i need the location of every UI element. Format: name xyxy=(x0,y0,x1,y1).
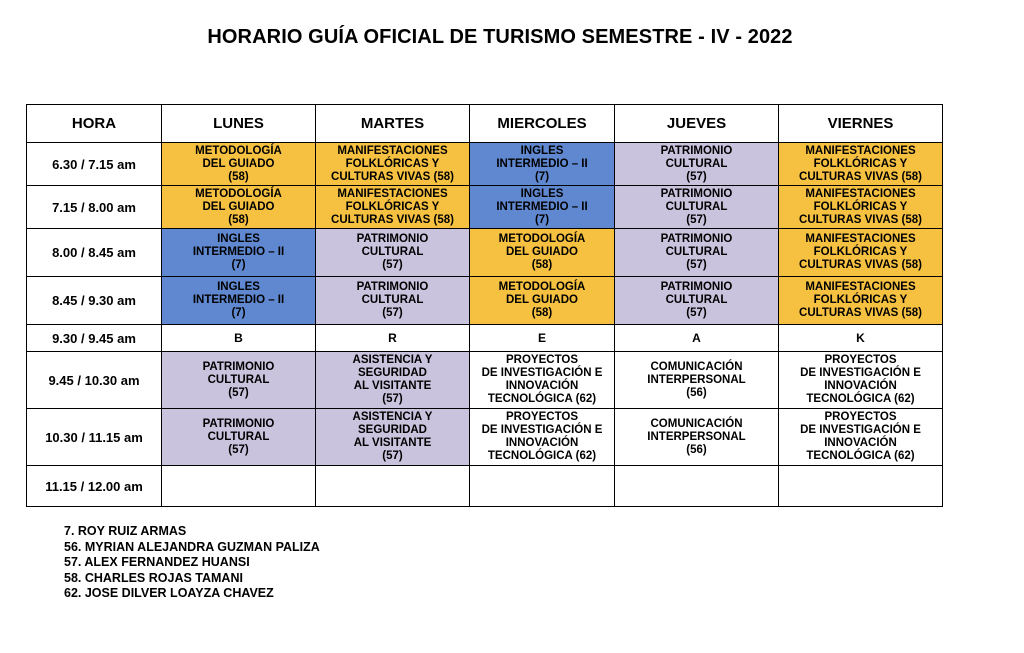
class-cell-line: COMUNICACIÓN xyxy=(650,360,743,373)
class-cell xyxy=(615,229,779,277)
class-cell-line: DEL GUIADO xyxy=(506,294,578,306)
class-cell-line: CULTURAL xyxy=(207,430,270,443)
class-cell-line: (57) xyxy=(382,307,403,319)
class-cell xyxy=(615,186,779,229)
header-lunes: LUNES xyxy=(162,105,316,143)
class-cell-line: MANIFESTACIONES xyxy=(805,144,916,157)
class-cell-line: CULTURAL xyxy=(665,157,728,170)
class-cell xyxy=(615,466,779,507)
class-cell-line: MANIFESTACIONES xyxy=(805,233,916,245)
class-cell-line: METODOLOGÍA xyxy=(195,187,282,200)
class-cell xyxy=(162,409,316,466)
class-cell-line: DEL GUIADO xyxy=(202,157,275,170)
class-cell-line: PATRIMONIO xyxy=(660,233,733,245)
table-row xyxy=(27,186,943,229)
class-cell-line: INNOVACIÓN xyxy=(824,380,897,392)
table-row xyxy=(27,277,943,325)
class-cell xyxy=(316,409,470,466)
class-cell xyxy=(162,325,316,352)
teacher-item: 57. ALEX FERNANDEZ HUANSI xyxy=(64,555,250,569)
class-cell xyxy=(779,352,943,409)
class-cell xyxy=(470,277,615,325)
class-cell-line: (57) xyxy=(686,170,707,183)
class-cell-line: DE INVESTIGACIÓN E xyxy=(800,424,921,436)
class-cell-line: INTERMEDIO – II xyxy=(192,294,285,306)
class-cell xyxy=(162,143,316,186)
class-cell-line: (57) xyxy=(686,213,707,226)
class-cell xyxy=(779,186,943,229)
header-martes: MARTES xyxy=(316,105,470,143)
class-cell-line: CULTURAL xyxy=(361,246,424,258)
class-cell-line: (7) xyxy=(534,213,550,226)
class-cell-line: (57) xyxy=(686,307,707,319)
class-cell-line: FOLKLÓRICAS Y xyxy=(345,200,440,213)
class-cell-line: R xyxy=(388,331,397,345)
class-cell-line: INTERPERSONAL xyxy=(647,373,746,386)
class-cell xyxy=(162,277,316,325)
class-cell-line: PROYECTOS xyxy=(506,354,578,366)
table-row xyxy=(27,229,943,277)
class-cell-line: B xyxy=(234,331,243,345)
hour-cell: 10.30 / 11.15 am xyxy=(27,409,162,466)
hour-cell: 9.45 / 10.30 am xyxy=(27,352,162,409)
header-row xyxy=(27,105,943,143)
class-cell-line: MANIFESTACIONES xyxy=(805,187,916,200)
class-cell xyxy=(316,466,470,507)
class-cell xyxy=(470,186,615,229)
class-cell-line: INTERPERSONAL xyxy=(647,430,746,443)
hour-cell: 6.30 / 7.15 am xyxy=(27,143,162,186)
class-cell-line: INNOVACIÓN xyxy=(505,380,579,392)
class-cell-line: CULTURAL xyxy=(665,246,728,258)
class-cell-line: PATRIMONIO xyxy=(660,187,733,200)
class-cell-line: TECNOLÓGICA (62) xyxy=(806,393,915,405)
table-row xyxy=(27,466,943,507)
class-cell-line: K xyxy=(856,331,865,345)
class-cell xyxy=(470,352,615,409)
class-cell-line: MANIFESTACIONES xyxy=(337,144,448,157)
teacher-item: 7. ROY RUIZ ARMAS xyxy=(64,524,187,538)
hour-cell: 7.15 / 8.00 am xyxy=(27,186,162,229)
class-cell-line: AL VISITANTE xyxy=(353,437,432,449)
class-cell-line: INNOVACIÓN xyxy=(824,437,897,449)
class-cell-line: INTERMEDIO – II xyxy=(496,200,588,213)
class-cell-line: INTERMEDIO – II xyxy=(496,157,588,170)
class-cell-line: COMUNICACIÓN xyxy=(650,417,743,430)
schedule-body xyxy=(27,143,943,507)
header-viernes: VIERNES xyxy=(779,105,943,143)
class-cell xyxy=(316,229,470,277)
class-cell xyxy=(779,229,943,277)
class-cell-line: CULTURAS VIVAS (58) xyxy=(799,213,922,226)
teacher-item: 56. MYRIAN ALEJANDRA GUZMAN PALIZA xyxy=(64,539,320,554)
class-cell xyxy=(316,325,470,352)
class-cell-line: INGLES xyxy=(217,233,260,245)
class-cell xyxy=(316,277,470,325)
class-cell-line: METODOLOGÍA xyxy=(498,233,586,245)
class-cell-line: DE INVESTIGACIÓN E xyxy=(481,367,603,379)
class-cell-line: PROYECTOS xyxy=(824,411,897,423)
class-cell-line: TECNOLÓGICA (62) xyxy=(487,450,597,462)
teacher-item: 58. CHARLES ROJAS TAMANI xyxy=(64,570,243,585)
class-cell-line: A xyxy=(692,331,701,345)
class-cell-line: METODOLOGÍA xyxy=(195,144,282,157)
class-cell-line: DEL GUIADO xyxy=(202,200,275,213)
class-cell-line: (58) xyxy=(531,259,553,271)
class-cell xyxy=(162,229,316,277)
class-cell-line: (7) xyxy=(231,307,246,319)
class-cell-line: FOLKLÓRICAS Y xyxy=(345,157,440,170)
class-cell-line: PATRIMONIO xyxy=(202,360,275,373)
teacher-item: 62. JOSE DILVER LOAYZA CHAVEZ xyxy=(64,586,274,600)
class-cell-line: (57) xyxy=(228,386,249,399)
class-cell-line: CULTURAS VIVAS (58) xyxy=(799,307,922,319)
class-cell-line: (58) xyxy=(228,170,249,183)
class-cell-line: DEL GUIADO xyxy=(506,246,578,258)
class-cell-line: PROYECTOS xyxy=(506,411,578,423)
class-cell-line: CULTURAL xyxy=(361,294,424,306)
teachers-legend xyxy=(64,524,320,602)
class-cell-line: FOLKLÓRICAS Y xyxy=(813,200,908,213)
class-cell-line: (7) xyxy=(534,170,550,183)
class-cell-line: (58) xyxy=(228,213,249,226)
class-cell-line: MANIFESTACIONES xyxy=(805,281,916,293)
class-cell xyxy=(162,352,316,409)
class-cell xyxy=(470,466,615,507)
class-cell xyxy=(779,466,943,507)
class-cell-line: INTERMEDIO – II xyxy=(192,246,285,258)
class-cell-line: (58) xyxy=(531,307,553,319)
class-cell-line: METODOLOGÍA xyxy=(498,281,586,293)
class-cell-line: CULTURAL xyxy=(207,373,270,386)
header-hora: HORA xyxy=(27,105,162,143)
hour-cell: 8.00 / 8.45 am xyxy=(27,229,162,277)
class-cell xyxy=(615,352,779,409)
class-cell xyxy=(779,325,943,352)
class-cell-line: PATRIMONIO xyxy=(660,281,733,293)
class-cell-line: PATRIMONIO xyxy=(356,281,429,293)
class-cell-line: INNOVACIÓN xyxy=(505,437,579,449)
class-cell xyxy=(316,352,470,409)
class-cell xyxy=(779,143,943,186)
class-cell xyxy=(779,409,943,466)
table-row xyxy=(27,352,943,409)
class-cell-line: ASISTENCIA Y xyxy=(352,411,433,423)
class-cell-line: MANIFESTACIONES xyxy=(337,187,448,200)
class-cell xyxy=(470,229,615,277)
class-cell-line: ASISTENCIA Y xyxy=(352,354,433,366)
schedule-table xyxy=(26,104,943,507)
class-cell-line: CULTURAS VIVAS (58) xyxy=(799,259,922,271)
class-cell-line: TECNOLÓGICA (62) xyxy=(487,393,597,405)
class-cell-line: (57) xyxy=(382,393,403,405)
class-cell xyxy=(470,325,615,352)
class-cell-line: CULTURAS VIVAS (58) xyxy=(799,170,922,183)
class-cell xyxy=(470,143,615,186)
class-cell-line: CULTURAS VIVAS (58) xyxy=(331,170,454,183)
class-cell-line: (57) xyxy=(686,259,707,271)
class-cell-line: PATRIMONIO xyxy=(660,144,733,157)
table-row xyxy=(27,409,943,466)
class-cell-line: PROYECTOS xyxy=(824,354,897,366)
class-cell xyxy=(615,409,779,466)
class-cell xyxy=(162,466,316,507)
class-cell xyxy=(162,186,316,229)
class-cell xyxy=(316,143,470,186)
table-row xyxy=(27,325,943,352)
class-cell-line: PATRIMONIO xyxy=(202,417,275,430)
hour-cell: 9.30 / 9.45 am xyxy=(27,325,162,352)
class-cell-line: (7) xyxy=(231,259,246,271)
header-jueves: JUEVES xyxy=(615,105,779,143)
table-row xyxy=(27,143,943,186)
hour-cell: 11.15 / 12.00 am xyxy=(27,466,162,507)
class-cell xyxy=(615,277,779,325)
page-title: HORARIO GUÍA OFICIAL DE TURISMO SEMESTRE - IV - 2022 xyxy=(207,26,793,48)
class-cell-line: INGLES xyxy=(520,144,564,157)
class-cell-line: (56) xyxy=(686,443,707,456)
class-cell-line: AL VISITANTE xyxy=(353,380,432,392)
class-cell-line: DE INVESTIGACIÓN E xyxy=(800,367,921,379)
class-cell-line: INGLES xyxy=(520,187,564,200)
class-cell-line: (57) xyxy=(382,259,403,271)
header-miercoles: MIERCOLES xyxy=(470,105,615,143)
class-cell-line: TECNOLÓGICA (62) xyxy=(806,450,915,462)
class-cell-line: E xyxy=(537,331,546,345)
class-cell xyxy=(470,409,615,466)
class-cell-line: INGLES xyxy=(217,281,260,293)
hour-cell: 8.45 / 9.30 am xyxy=(27,277,162,325)
class-cell xyxy=(316,186,470,229)
class-cell-line: FOLKLÓRICAS Y xyxy=(813,294,908,306)
class-cell-line: (57) xyxy=(382,450,403,462)
class-cell-line: CULTURAS VIVAS (58) xyxy=(331,213,454,226)
class-cell-line: (57) xyxy=(228,443,249,456)
class-cell xyxy=(615,325,779,352)
class-cell-line: PATRIMONIO xyxy=(356,233,429,245)
class-cell-line: CULTURAL xyxy=(665,200,728,213)
class-cell-line: CULTURAL xyxy=(665,294,728,306)
class-cell xyxy=(779,277,943,325)
class-cell-line: SEGURIDAD xyxy=(357,424,427,436)
class-cell-line: (56) xyxy=(686,386,707,399)
class-cell xyxy=(615,143,779,186)
class-cell-line: FOLKLÓRICAS Y xyxy=(813,246,908,258)
class-cell-line: FOLKLÓRICAS Y xyxy=(813,157,908,170)
class-cell-line: SEGURIDAD xyxy=(357,367,427,379)
class-cell-line: DE INVESTIGACIÓN E xyxy=(481,424,603,436)
